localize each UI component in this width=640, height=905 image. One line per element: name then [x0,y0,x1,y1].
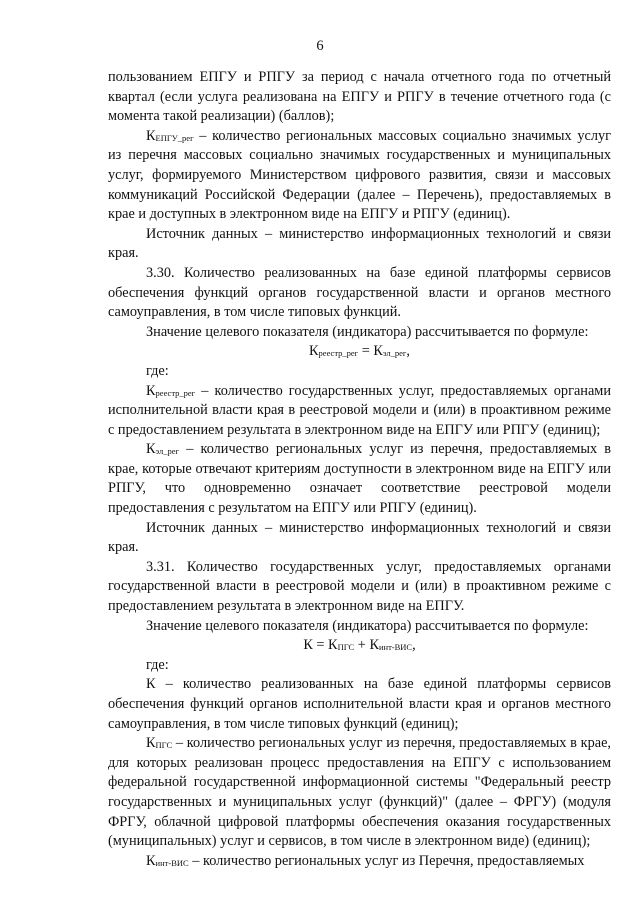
paragraph-data-source-1: Источник данных – министерство информационных технологий и связи края. [108,225,611,262]
paragraph-section-3-31: 3.31. Количество государственных услуг, предоставляемых органами государственной власти в реестровой модели и (или) в проактивном режиме с предоставлением результата в электронном виде на ЕПГУ. [108,558,611,615]
formula-1: $К_{реестр\_рег} = К_{эл\_рег}$, [309,343,410,360]
variable-k: К [146,127,156,144]
formula-2: $К = К_{ПГС} + К_{инт-ВИС}$, [303,637,416,654]
page-number: 6 [316,38,324,54]
paragraph-k-el-definition: $К_{эл\_рег}$ – количество региональных услуг из перечня, предоставляемых в крае, которые отвечают критериям доступности в электронном виде на ЕПГУ или РПГУ, что одновременно означает соответствие реестровой модели предоставления с результатом на ЕПГУ или РПГУ (единиц). [108,441,611,517]
paragraph-formula-intro-1: Значение целевого показателя (индикатора) рассчитывается по формуле: [146,323,589,340]
where-label-2: где: [146,656,169,673]
paragraph-continuation: пользованием ЕПГУ и РПГУ за период с начала отчетного года по отчетный квартал (если услуга реализована на ЕПГУ и РПГУ в течение отчетного года (с момента такой реализации) (баллов); [108,69,611,125]
variable-subscript: ЕПГУ_рег [155,132,194,143]
paragraph-k-definition: К – количество реализованных на базе единой платформы сервисов обеспечения функций органов исполнительной власти края и органов местного самоуправления, в том числе типовых функций (единиц); [108,676,611,732]
definition-text: – количество региональных массовых социально значимых услуг из перечня массовых социально значимых государственных и муниципальных услуг, формируемого Министерством цифрового развития, связи и массовых коммуникаций Российской Федерации (далее – Перечень), предоставляемых в крае и доступных в электронном виде на ЕПГУ и РПГУ (единиц). [108,127,611,223]
paragraph-formula-intro-2: Значение целевого показателя (индикатора) рассчитывается по формуле: [146,617,589,634]
paragraph-k-epgu-definition [108,127,611,225]
paragraph-k-reestr-definition: $К_{реестр\_рег}$ – количество государственных услуг, предоставляемых органами исполнительной власти края в реестровой модели и (или) в проактивном режиме с предоставлением результата в электронном виде на ЕПГУ или РПГУ (единиц); [108,382,611,438]
paragraph-k-int-vis-definition: $К_{инт-ВИС}$ – количество региональных услуг из Перечня, предоставляемых [146,852,585,869]
where-label-1: где: [146,362,169,379]
paragraph-section-3-30: 3.30. Количество реализованных на базе единой платформы сервисов обеспечения функций органов государственной власти и органов местного самоуправления, в том числе типовых функций. [108,264,611,321]
document-body [108,68,611,871]
paragraph-data-source-2: Источник данных – министерство информационных технологий и связи края. [108,519,611,556]
paragraph-k-pgs-definition: $К_{ПГС}$ – количество региональных услуг из перечня, предоставляемых в крае, для которых реализован процесс предоставления на ЕПГУ с использованием федеральной государственной информационной системы "Федеральный реестр государственных и муниципальных услуг (функций)" (далее – ФРГУ) (модуля ФРГУ, облачной цифровой платформы обеспечения оказания государственных (муниципальных) услуг и сервисов, в том числе в электронном виде) (единиц); [108,735,611,850]
